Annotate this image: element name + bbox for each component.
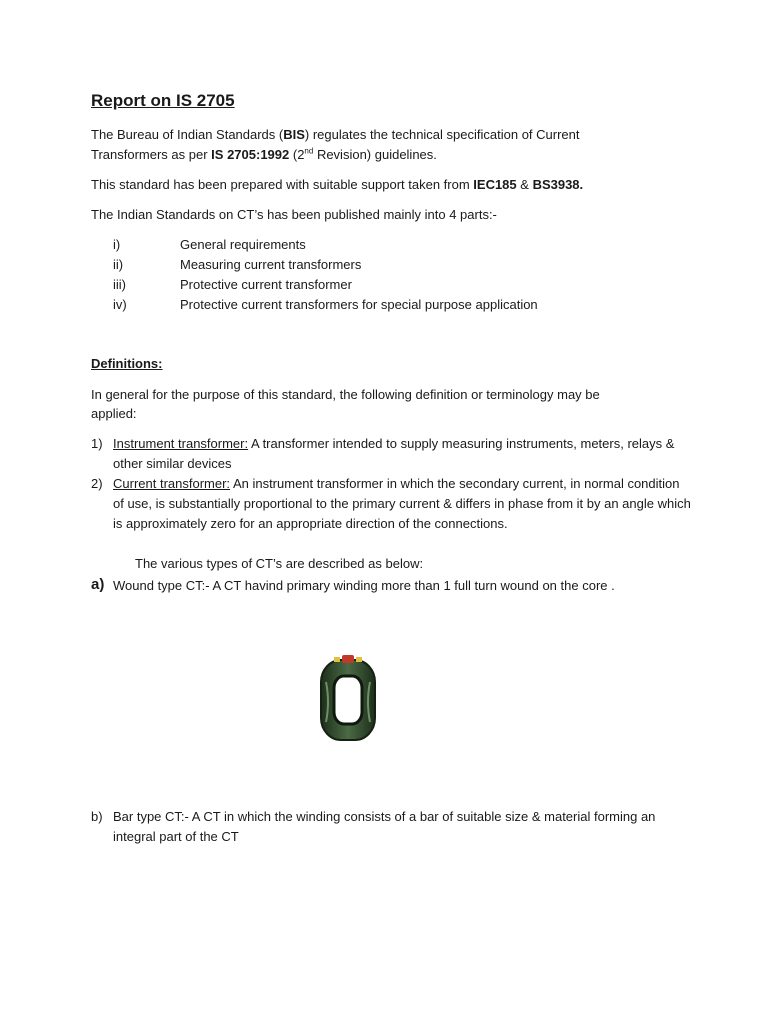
intro-paragraph-3: The Indian Standards on CT’s has been published mainly into 4 parts:- [91,207,497,222]
definition-term: Current transformer: [113,476,231,491]
definition-term: Instrument transformer: [113,436,249,451]
type-item-b: b) Bar type CT:- A CT in which the winding consists of a bar of suitable size & material forming an integral part of the CT [91,809,656,844]
definition-item: 1) Instrument transformer: A transformer intended to supply measuring instruments, meters, relays & other similar devices [91,436,675,471]
parts-list: i) General requirements ii) Measuring current transformers iii) Protective current transformer iv) Protective current transformers for special purpose application [113,237,538,312]
standard-number: IS 2705:1992 [211,147,290,162]
intro-paragraph-1-line-1: The Bureau of Indian Standards (BIS) regulates the technical specification of Current [91,127,580,142]
report-title: Report on IS 2705 [91,91,235,110]
definitions-heading: Definitions: [91,356,163,371]
wound-ct-image [316,652,386,747]
iec-reference: IEC185 [473,177,517,192]
definitions-intro-line-2: applied: [91,406,137,421]
intro-paragraph-1-line-2: Transformers as per IS 2705:1992 (2nd Revision) guidelines. [91,146,437,162]
definitions-intro-line-1: In general for the purpose of this standard, the following definition or terminology may be [91,387,600,402]
wound-ct-icon [316,652,386,744]
definition-item: 2) Current transformer: An instrument transformer in which the secondary current, in normal condition of use, is substantially proportional to the primary current & differs in phase from it by an angle which is approximately zero for an appropriate direction of the connections. [91,476,691,531]
types-intro: The various types of CT’s are described as below: [135,556,424,571]
bis-abbrev: BIS [283,127,305,142]
intro-paragraph-2: This standard has been prepared with suitable support taken from IEC185 & BS3938. [91,177,584,192]
bs-reference: BS3938. [532,177,584,192]
